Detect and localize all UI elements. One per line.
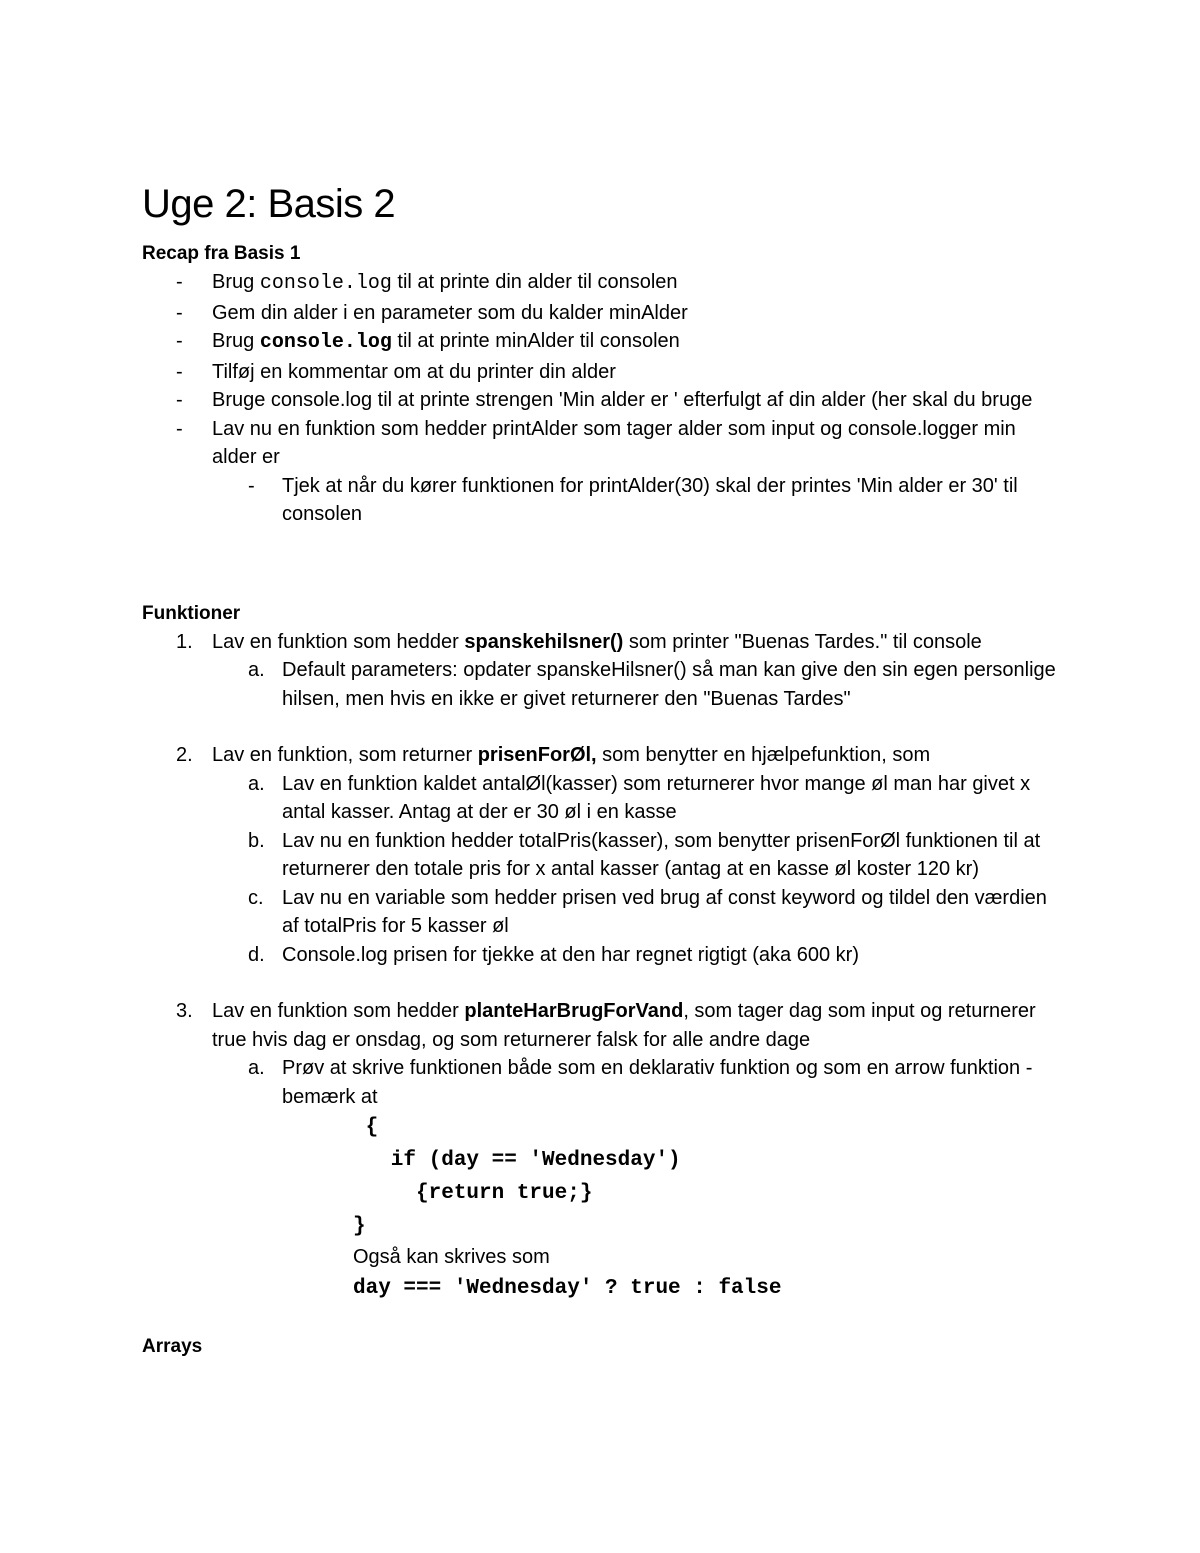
list-item: - Lav nu en funktion som hedder printAlder som tager alder som input og console.logger min alder er <box>142 415 1062 472</box>
code-block <box>142 1111 1062 1305</box>
recap-heading: Recap fra Basis 1 <box>142 243 301 264</box>
also-text: Også kan skrives som <box>353 1246 550 1268</box>
number-marker: 3. <box>176 1000 193 1022</box>
letter-marker: a. <box>248 1057 265 1079</box>
funktioner-list <box>142 628 1062 1305</box>
bullet-marker: - <box>176 417 183 440</box>
code-line: {return true;} <box>353 1182 593 1205</box>
list-item: - Tilføj en kommentar om at du printer din alder <box>142 358 1062 387</box>
inline-code: console.log <box>259 272 392 295</box>
lettered-item: a. Prøv at skrive funktionen både som en deklarativ funktion og som en arrow funktion - bemærk at <box>142 1054 1062 1111</box>
letter-marker: c. <box>248 886 264 909</box>
bullet-marker: - <box>176 360 183 383</box>
letter-marker: a. <box>248 659 265 681</box>
lettered-item: c. Lav nu en variable som hedder prisen ved brug af const keyword og tildel den værdien af totalPris for 5 kasser øl <box>142 884 1062 941</box>
bullet-marker: - <box>176 330 183 352</box>
lettered-item: a. Default parameters: opdater spanskeHilsner() så man kan give den sin egen personlige hilsen, men hvis en ikke er givet returnerer den "Buenas Tardes" <box>142 656 1062 713</box>
lettered-item: d. Console.log prisen for tjekke at den har regnet rigtigt (aka 600 kr) <box>142 941 1062 970</box>
number-marker: 1. <box>176 630 193 653</box>
bullet-marker: - <box>248 474 255 497</box>
function-name: prisenForØl, <box>477 744 597 766</box>
inline-code: console.log <box>259 331 392 354</box>
list-item: - Brug console.log til at printe minAlder til consolen <box>142 327 1062 358</box>
lettered-item: a. Lav en funktion kaldet antalØl(kasser) som returnerer hvor mange øl man har givet x antal kasser. Antag at der er 30 øl i en kasse <box>142 770 1062 827</box>
arrays-heading: Arrays <box>142 1335 203 1357</box>
code-line-ternary: day === 'Wednesday' ? true : false <box>353 1276 782 1300</box>
number-marker: 2. <box>176 744 193 766</box>
list-item: - Bruge console.log til at printe strengen 'Min alder er ' efterfulgt af din alder (her skal du bruge <box>142 386 1062 415</box>
numbered-item: 3. Lav en funktion som hedder planteHarBrugForVand, som tager dag som input og returnerer true hvis dag er onsdag, og som returnerer falsk for alle andre dage <box>142 997 1062 1054</box>
recap-list <box>142 268 1062 529</box>
sub-list-item: - Tjek at når du kører funktionen for printAlder(30) skal der printes 'Min alder er 30' til consolen <box>142 472 1062 529</box>
bullet-marker: - <box>176 301 183 324</box>
letter-marker: b. <box>248 829 265 852</box>
letter-marker: d. <box>248 943 265 966</box>
bullet-marker: - <box>176 389 183 411</box>
bullet-marker: - <box>176 271 183 293</box>
numbered-item: 1. Lav en funktion som hedder spanskehilsner() som printer "Buenas Tardes." til console <box>142 628 1062 657</box>
funktioner-heading: Funktioner <box>142 602 241 624</box>
code-line: } <box>353 1215 366 1238</box>
function-name: planteHarBrugForVand <box>464 1000 684 1022</box>
page-title: Uge 2: Basis 2 <box>142 182 396 226</box>
function-name: spanskehilsner() <box>464 630 624 653</box>
list-item: - Brug console.log til at printe din alder til consolen <box>142 268 1062 299</box>
document-content <box>142 180 1062 1361</box>
list-item: - Gem din alder i en parameter som du kalder minAlder <box>142 299 1062 328</box>
code-line: { <box>353 1116 379 1139</box>
code-line: if (day == 'Wednesday') <box>353 1149 681 1172</box>
lettered-item: b. Lav nu en funktion hedder totalPris(kasser), som benytter prisenForØl funktionen til at returnerer den totale pris for x antal kasser (antag at en kasse øl koster 120 kr) <box>142 827 1062 884</box>
letter-marker: a. <box>248 772 265 795</box>
numbered-item: 2. Lav en funktion, som returner prisenForØl, som benytter en hjælpefunktion, som <box>142 741 1062 770</box>
